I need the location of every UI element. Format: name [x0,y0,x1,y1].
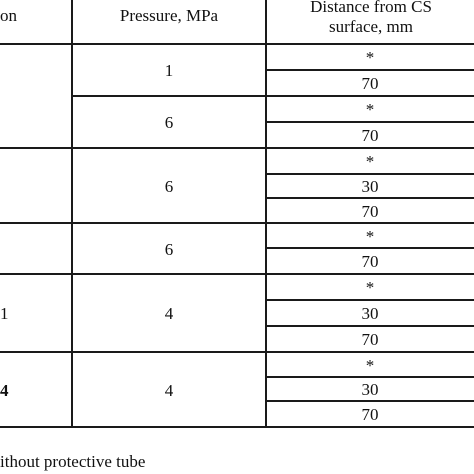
row-divider [266,376,474,378]
distance-cell: 30 [361,304,379,323]
row-divider [266,69,474,71]
row-divider [266,197,474,199]
header-condition-fragment: on [0,6,17,25]
row-divider [266,325,474,327]
distance-cell: * [365,152,375,171]
pressure-cell: 6 [164,176,174,196]
subgroup-divider [72,95,474,97]
column-border-condition [71,0,73,427]
row-divider [266,400,474,402]
row-divider [266,173,474,175]
distance-cell: 30 [361,380,379,399]
distance-cell: * [365,100,375,119]
footnote: ithout protective tube [0,452,146,471]
distance-cell: 70 [361,201,379,221]
row-divider [266,299,474,301]
header-distance-line2: surface, mm [328,17,414,36]
pressure-cell: 4 [164,304,174,323]
distance-cell: * [365,278,375,297]
condition-cell: 1 [0,304,9,323]
row-divider [266,247,474,249]
header-distance-line1: Distance from CS [310,0,432,16]
pressure-cell: 6 [164,239,174,259]
row-divider [266,121,474,123]
pressure-cell: 6 [164,113,174,132]
distance-cell: 70 [361,126,379,145]
distance-cell: * [365,226,375,246]
distance-cell: 70 [361,330,379,349]
pressure-cell: 1 [164,61,174,80]
column-border-pressure [265,0,267,427]
distance-cell: 30 [361,177,379,196]
distance-cell: * [365,355,375,375]
distance-cell: * [365,48,375,67]
distance-cell: 70 [361,405,379,424]
pressure-cell: 4 [164,380,174,400]
distance-cell: 70 [361,252,379,271]
header-pressure: Pressure, MPa [119,6,219,25]
condition-cell: 4 [0,380,9,400]
distance-cell: 70 [361,74,379,93]
